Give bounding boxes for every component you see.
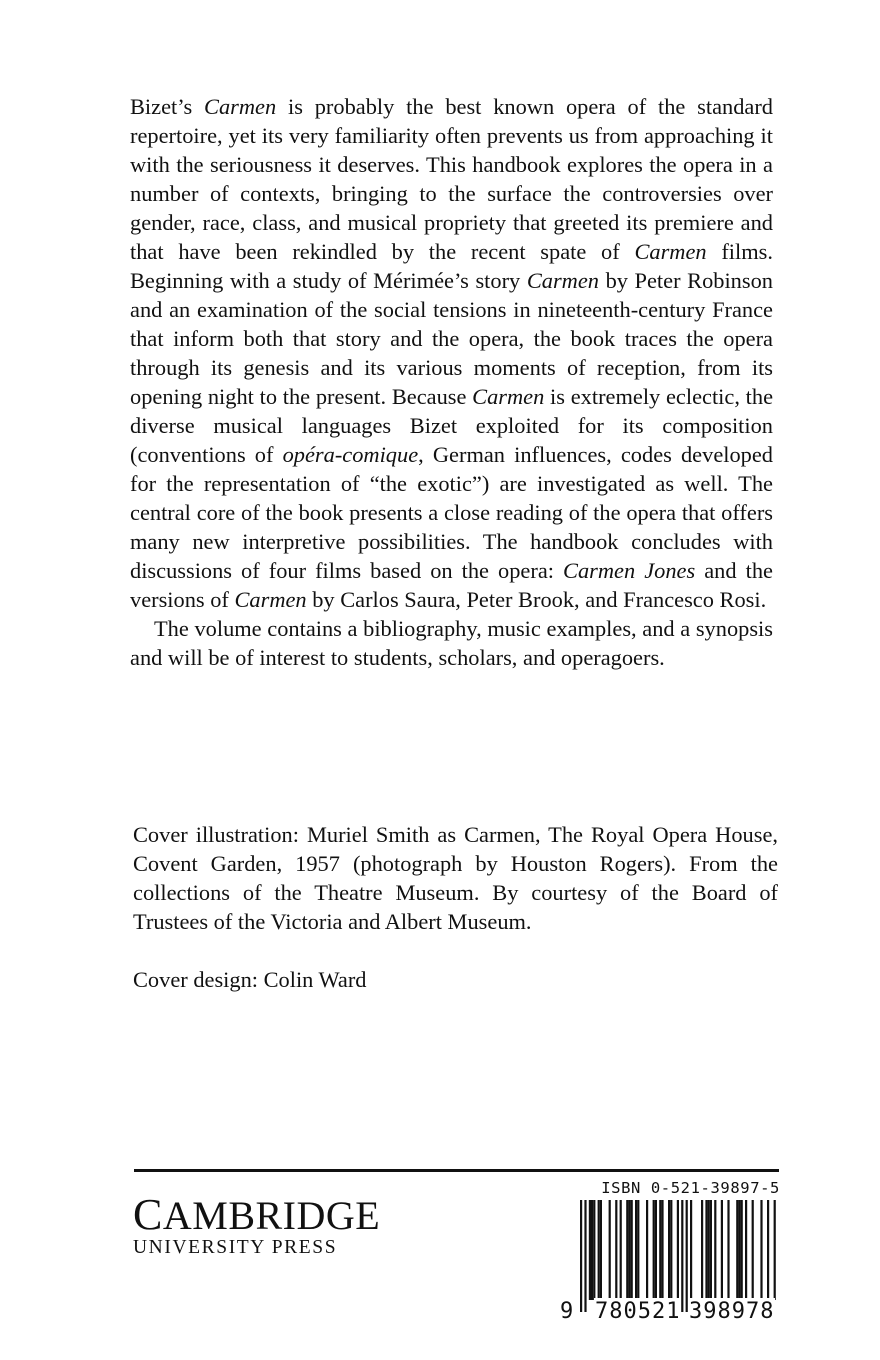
barcode-bar	[635, 1200, 637, 1300]
text-run: films. Beginning with a study of Mérimée’s story	[130, 239, 773, 293]
publisher-name-initial: C	[133, 1190, 163, 1239]
publisher-logo	[133, 1190, 433, 1260]
barcode-bar	[637, 1200, 639, 1300]
barcode-bar	[705, 1200, 707, 1300]
barcode-bar	[593, 1200, 595, 1300]
barcode-bar	[727, 1200, 729, 1300]
credits	[133, 820, 778, 994]
barcode-bar	[721, 1200, 723, 1300]
barcode-bar	[600, 1200, 602, 1300]
barcode-bar	[620, 1200, 622, 1300]
barcode-bar	[677, 1200, 679, 1300]
cover-illustration-credit: Cover illustration: Muriel Smith as Carmen, The Royal Opera House, Covent Garden, 1957 (photograph by Houston Rogers). From the collections of the Theatre Museum. By courtesy of the Board of Trustees of the Victoria and Albert Museum.	[133, 822, 778, 934]
barcode-bar	[690, 1200, 692, 1300]
footer-rule	[134, 1169, 779, 1172]
barcode-bar	[738, 1200, 740, 1300]
text-run: , German influences, codes developed for the representation of “the exotic”) are investigated as well. The central core of the book presents a close reading of the opera that offers many new interpretive possibilities. The handbook concludes with discussions of four films based on the opera:	[130, 442, 773, 583]
italic-title: Carmen	[634, 239, 707, 264]
barcode-bar	[714, 1200, 716, 1300]
barcode-bar	[767, 1200, 769, 1300]
barcode-bar	[774, 1200, 776, 1300]
barcode-bar	[626, 1200, 628, 1300]
barcode-bar	[661, 1200, 663, 1300]
cover-design-credit: Cover design: Colin Ward	[133, 967, 367, 992]
barcode-bar	[745, 1200, 747, 1300]
publisher-subtitle: UNIVERSITY PRESS	[133, 1237, 338, 1258]
barcode-digits-right: 398978	[689, 1299, 775, 1324]
barcode-bar	[710, 1200, 712, 1300]
italic-title: Carmen	[526, 268, 599, 293]
barcode-bar	[628, 1200, 630, 1300]
barcode-bar	[609, 1200, 611, 1300]
barcode-bar	[760, 1200, 762, 1300]
barcode-bar	[741, 1200, 743, 1300]
barcode-bar	[655, 1200, 657, 1300]
italic-title: opéra-comique	[282, 442, 419, 467]
publisher-name-rest: AMBRIDGE	[162, 1193, 381, 1238]
text-run: and the versions of	[130, 558, 773, 612]
barcode-bar	[646, 1200, 648, 1300]
barcode-bar	[736, 1200, 738, 1300]
text-run: is probably the best known opera of the standard repertoire, yet its very familiarity often prevents us from approaching it with the seriousness it deserves. This handbook explores the opera in a number of contexts, bringing to the surface the controversies over gender, race, class, and musical propriety that greeted its premiere and that have been rekindled by the recent spate of	[130, 94, 773, 264]
text-run: by Peter Robinson and an examination of the social tensions in nineteenth-century France that inform both that story and the opera, the book traces the opera through its genesis and its various moments of reception, from its opening night to the present. Because	[130, 268, 773, 409]
barcode-bar	[708, 1200, 710, 1300]
blurb-paragraph-1	[130, 92, 773, 614]
barcode-bar	[701, 1200, 703, 1300]
barcode-bar	[668, 1200, 670, 1300]
italic-title: Carmen	[472, 384, 545, 409]
isbn-label: ISBN 0-521-39897-5	[601, 1179, 780, 1197]
barcode-bar	[659, 1200, 661, 1300]
barcode-guard-bar	[686, 1200, 688, 1312]
barcode-digits	[560, 1298, 782, 1326]
barcode-bar	[752, 1200, 754, 1300]
barcode-bar	[653, 1200, 655, 1300]
barcode-digits-left: 780521	[595, 1299, 681, 1324]
text-run: is extremely eclectic, the diverse musical languages Bizet exploited for its composition (conventions of	[130, 384, 774, 467]
barcode-digit-first: 9	[560, 1299, 574, 1324]
italic-title: Carmen	[234, 587, 307, 612]
barcode-bar	[615, 1200, 617, 1300]
blurb	[130, 92, 773, 672]
blurb-paragraph-2: The volume contains a bibliography, music examples, and a synopsis and will be of interest to students, scholars, and operagoers.	[130, 616, 773, 670]
barcode-bar	[598, 1200, 600, 1300]
barcode-guard-bar	[681, 1200, 683, 1312]
barcode-guard-bar	[580, 1200, 582, 1312]
barcode	[560, 1200, 782, 1326]
text-run: Bizet’s	[130, 94, 205, 119]
italic-title: Carmen Jones	[563, 558, 696, 583]
barcode-bar	[589, 1200, 591, 1300]
barcode-bar	[670, 1200, 672, 1300]
italic-title: Carmen	[204, 94, 277, 119]
text-run: by Carlos Saura, Peter Brook, and Francesco Rosi.	[306, 587, 767, 612]
barcode-guard-bar	[584, 1200, 586, 1312]
barcode-bar	[631, 1200, 633, 1300]
barcode-bar	[591, 1200, 593, 1300]
publisher-name	[133, 1190, 433, 1239]
